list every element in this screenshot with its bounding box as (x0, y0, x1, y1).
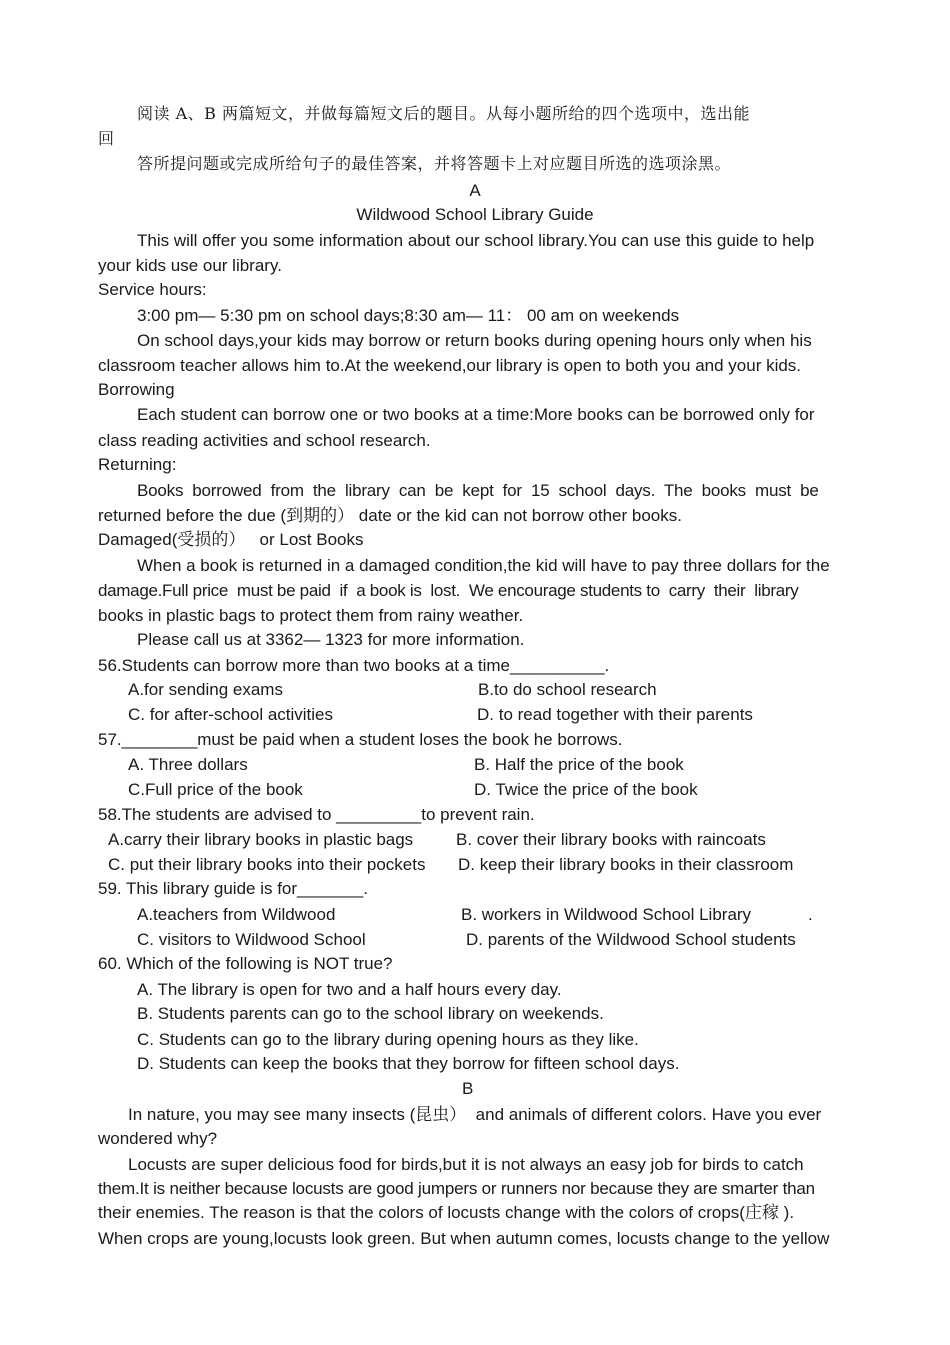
question-58-option-b: B. cover their library books with raincoats (456, 830, 766, 849)
question-59-stray-dot: . (808, 905, 813, 924)
passage-b-para1-line2: wondered why? (98, 1129, 218, 1148)
passage-a-letter: A (469, 181, 481, 200)
borrowing-line1: Each student can borrow one or two books at a time:More books can be borrowed only for (137, 405, 815, 424)
question-57-option-d: D. Twice the price of the book (474, 780, 698, 799)
borrowing-heading: Borrowing (98, 380, 175, 399)
passage-b-para2-line1: Locusts are super delicious food for birds,but it is not always an easy job for birds to catch (128, 1155, 804, 1174)
question-59-option-a: A.teachers from Wildwood (137, 905, 336, 924)
question-60-option-b: B. Students parents can go to the school library on weekends. (137, 1004, 604, 1023)
question-58-stem: 58.The students are advised to _________to prevent rain. (98, 805, 535, 824)
damaged-line2: damage.Full price must be paid if a book is lost. We encourage students to carry their library (98, 581, 799, 600)
question-56-option-a: A.for sending exams (128, 680, 283, 699)
question-60-option-d: D. Students can keep the books that they borrow for fifteen school days. (137, 1054, 680, 1073)
intro-line-2: 回 (98, 129, 115, 148)
question-60-stem: 60. Which of the following is NOT true? (98, 954, 393, 973)
question-58-option-c: C. put their library books into their pockets (108, 855, 426, 874)
returning-heading: Returning: (98, 455, 177, 474)
question-57-option-b: B. Half the price of the book (474, 755, 684, 774)
question-60-option-a: A. The library is open for two and a half hours every day. (137, 980, 562, 999)
question-59-option-b: B. workers in Wildwood School Library (461, 905, 752, 924)
question-56-option-c: C. for after-school activities (128, 705, 334, 724)
intro-line-3: 答所提问题或完成所给句子的最佳答案，并将答题卡上对应题目所选的选项涂黑。 (137, 154, 732, 173)
passage-a-para1-line1: This will offer you some information about our school library.You can use this guide to help (137, 231, 815, 250)
passage-a-title: Wildwood School Library Guide (356, 205, 594, 224)
passage-b-para2-line3: their enemies. The reason is that the colors of locusts change with the colors of crops(庄稼 ). (98, 1203, 795, 1222)
returning-line2: returned before the due (到期的） date or the kid can not borrow other books. (98, 506, 682, 525)
passage-b-letter: B (462, 1079, 474, 1098)
passage-a-para1-line2: your kids use our library. (98, 256, 282, 275)
question-58-option-a: A.carry their library books in plastic bags (108, 830, 414, 849)
damaged-line1: When a book is returned in a damaged condition,the kid will have to pay three dollars for the (137, 556, 830, 575)
passage-b-para2-line4: When crops are young,locusts look green. But when autumn comes, locusts change to the yellow (98, 1229, 830, 1248)
question-59-option-c: C. visitors to Wildwood School (137, 930, 366, 949)
service-hours-times: 3:00 pm— 5:30 pm on school days;8:30 am— 11： 00 am on weekends (137, 306, 680, 325)
question-57-stem: 57.________must be paid when a student loses the book he borrows. (98, 730, 623, 749)
borrowing-line2: class reading activities and school research. (98, 431, 431, 450)
school-days-line1: On school days,your kids may borrow or return books during opening hours only when his (137, 331, 812, 350)
question-57-option-a: A. Three dollars (128, 755, 248, 774)
returning-line1: Books borrowed from the library can be kept for 15 school days. The books must be (137, 481, 819, 500)
question-57-option-c: C.Full price of the book (128, 780, 303, 799)
school-days-line2: classroom teacher allows him to.At the weekend,our library is open to both you and your kids. (98, 356, 802, 375)
contact-line: Please call us at 3362— 1323 for more information. (137, 630, 525, 649)
question-56-option-b: B.to do school research (478, 680, 657, 699)
damaged-heading: Damaged(受损的） or Lost Books (98, 530, 364, 549)
question-59-option-d: D. parents of the Wildwood School students (466, 930, 796, 949)
question-56-option-d: D. to read together with their parents (477, 705, 753, 724)
intro-line-1: 阅读 A、B 两篇短文，并做每篇短文后的题目。从每小题所给的四个选项中，选出能 (137, 104, 750, 123)
passage-b-para2-line2: them.It is neither because locusts are good jumpers or runners nor because they are smarter than (98, 1179, 815, 1198)
question-60-option-c: C. Students can go to the library during opening hours as they like. (137, 1030, 639, 1049)
question-59-stem: 59. This library guide is for_______. (98, 879, 368, 898)
passage-b-para1-line1: In nature, you may see many insects (昆虫） and animals of different colors. Have you ever (128, 1105, 822, 1124)
question-58-option-d: D. keep their library books in their classroom (458, 855, 794, 874)
service-hours-heading: Service hours: (98, 280, 207, 299)
damaged-line3: books in plastic bags to protect them from rainy weather. (98, 606, 524, 625)
question-56-stem: 56.Students can borrow more than two books at a time__________. (98, 656, 610, 675)
